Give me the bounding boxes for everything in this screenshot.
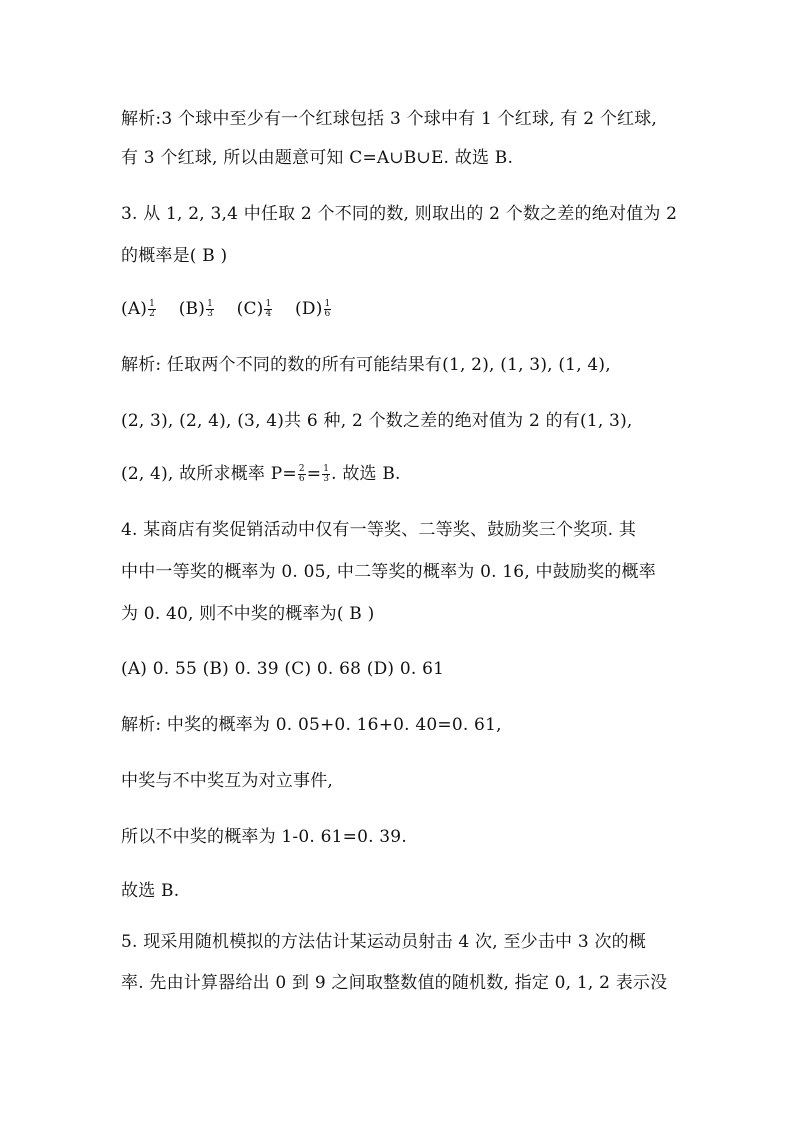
option-d: (D) $\frac{1}{6}$	[295, 299, 331, 319]
text-line: 为 0. 40, 则不中奖的概率为( B )	[121, 604, 375, 624]
option-c: (C) $\frac{1}{4}$	[236, 299, 272, 319]
question-4-options: (A) 0. 55 (B) 0. 39 (C) 0. 68 (D) 0. 61	[121, 659, 445, 679]
text-line: (2, 3), (2, 4), (3, 4)共 6 种, 2 个数之差的绝对值为 2 的有(1, 3),	[121, 411, 633, 431]
text-line: 所以不中奖的概率为 1-0. 61=0. 39.	[121, 827, 407, 847]
text-line: 中奖与不中奖互为对立事件,	[121, 771, 334, 791]
text-line: 解析: 任取两个不同的数的所有可能结果有(1, 2), (1, 3), (1, 4),	[121, 355, 611, 375]
fraction: $\frac{2}{6}$	[298, 464, 305, 484]
question-3-stem: 3. 从 1, 2, 3,4 中任取 2 个不同的数, 则取出的 2 个数之差的绝对值为 2	[121, 204, 678, 224]
question-4-stem: 4. 某商店有奖促销活动中仅有一等奖、二等奖、鼓励奖三个奖项. 其	[121, 520, 637, 540]
text-line: 故选 B.	[121, 881, 180, 901]
option-a: (A) $\frac{1}{2}$	[121, 299, 156, 319]
text-line: 中中一等奖的概率为 0. 05, 中二等奖的概率为 0. 16, 中鼓励奖的概率	[121, 562, 656, 582]
text-line: 解析: 中奖的概率为 0. 05+0. 16+0. 40=0. 61,	[121, 715, 502, 735]
question-3-answer: (2, 4), 故所求概率 P= $\frac{2}{6}$ = $\frac{1}{3}$ . 故选 B.	[121, 464, 401, 484]
option-b: (B) $\frac{1}{3}$	[178, 299, 213, 319]
question-3-options	[121, 297, 682, 321]
question-5-stem: 5. 现采用随机模拟的方法估计某运动员射击 4 次, 至少击中 3 次的概	[121, 932, 647, 952]
text-line: 有 3 个红球, 所以由题意可知 C=A∪B∪E. 故选 B.	[121, 148, 514, 168]
text-line: 率. 先由计算器给出 0 到 9 之间取整数值的随机数, 指定 0, 1, 2 表示没	[121, 973, 668, 993]
question-3-stem-cont: 的概率是( B )	[121, 246, 228, 266]
text-line: 解析:3 个球中至少有一个红球包括 3 个球中有 1 个红球, 有 2 个红球,	[121, 109, 658, 129]
fraction: $\frac{1}{3}$	[323, 464, 330, 484]
